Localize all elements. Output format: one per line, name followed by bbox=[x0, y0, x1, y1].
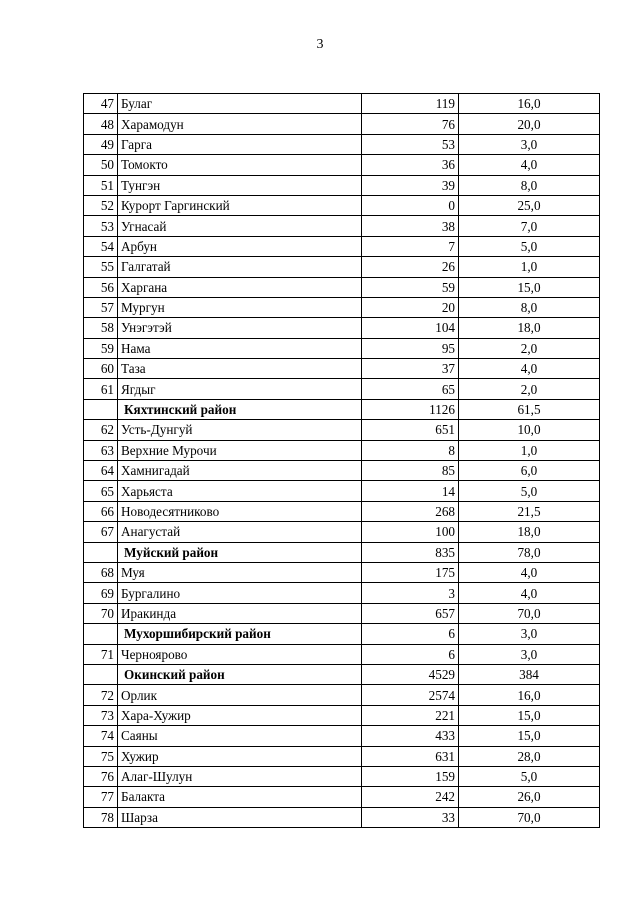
settlement-name-cell: Саяны bbox=[118, 726, 362, 746]
value-cell: 5,0 bbox=[459, 766, 600, 786]
table-row bbox=[84, 297, 600, 317]
population-cell: 100 bbox=[362, 522, 459, 542]
population-cell: 26 bbox=[362, 257, 459, 277]
value-cell: 70,0 bbox=[459, 603, 600, 623]
value-cell: 78,0 bbox=[459, 542, 600, 562]
value-cell: 8,0 bbox=[459, 297, 600, 317]
row-number-cell: 53 bbox=[84, 216, 118, 236]
value-cell: 70,0 bbox=[459, 807, 600, 827]
population-cell: 59 bbox=[362, 277, 459, 297]
row-number-cell: 61 bbox=[84, 379, 118, 399]
settlement-name-cell: Галгатай bbox=[118, 257, 362, 277]
row-number-cell: 63 bbox=[84, 440, 118, 460]
settlement-name-cell: Окинский район bbox=[118, 664, 362, 684]
value-cell: 18,0 bbox=[459, 318, 600, 338]
table-row bbox=[84, 318, 600, 338]
row-number-cell: 47 bbox=[84, 94, 118, 114]
value-cell: 15,0 bbox=[459, 726, 600, 746]
population-cell: 657 bbox=[362, 603, 459, 623]
population-cell: 7 bbox=[362, 236, 459, 256]
population-cell: 65 bbox=[362, 379, 459, 399]
row-number-cell: 74 bbox=[84, 726, 118, 746]
settlement-name-cell: Шарза bbox=[118, 807, 362, 827]
table-row bbox=[84, 522, 600, 542]
population-cell: 6 bbox=[362, 644, 459, 664]
population-cell: 85 bbox=[362, 461, 459, 481]
table-row bbox=[84, 603, 600, 623]
table-row bbox=[84, 440, 600, 460]
row-number-cell: 75 bbox=[84, 746, 118, 766]
table-row bbox=[84, 195, 600, 215]
population-cell: 76 bbox=[362, 114, 459, 134]
row-number-cell: 52 bbox=[84, 195, 118, 215]
value-cell: 7,0 bbox=[459, 216, 600, 236]
settlement-name-cell: Мургун bbox=[118, 297, 362, 317]
value-cell: 5,0 bbox=[459, 481, 600, 501]
table-row bbox=[84, 746, 600, 766]
value-cell: 4,0 bbox=[459, 359, 600, 379]
settlement-name-cell: Гарга bbox=[118, 134, 362, 154]
table-row bbox=[84, 807, 600, 827]
population-cell: 20 bbox=[362, 297, 459, 317]
table-row bbox=[84, 583, 600, 603]
settlement-name-cell: Унэгэтэй bbox=[118, 318, 362, 338]
value-cell: 4,0 bbox=[459, 562, 600, 582]
district-row bbox=[84, 624, 600, 644]
population-cell: 1126 bbox=[362, 399, 459, 419]
row-number-cell bbox=[84, 624, 118, 644]
row-number-cell: 49 bbox=[84, 134, 118, 154]
table-row bbox=[84, 726, 600, 746]
settlement-name-cell: Угнасай bbox=[118, 216, 362, 236]
table-row bbox=[84, 257, 600, 277]
settlement-name-cell: Черноярово bbox=[118, 644, 362, 664]
value-cell: 1,0 bbox=[459, 440, 600, 460]
population-cell: 104 bbox=[362, 318, 459, 338]
value-cell: 20,0 bbox=[459, 114, 600, 134]
row-number-cell: 69 bbox=[84, 583, 118, 603]
value-cell: 2,0 bbox=[459, 338, 600, 358]
settlement-name-cell: Муя bbox=[118, 562, 362, 582]
value-cell: 8,0 bbox=[459, 175, 600, 195]
district-row bbox=[84, 542, 600, 562]
population-cell: 433 bbox=[362, 726, 459, 746]
table-row bbox=[84, 379, 600, 399]
row-number-cell: 67 bbox=[84, 522, 118, 542]
settlements-table bbox=[83, 93, 600, 828]
value-cell: 16,0 bbox=[459, 94, 600, 114]
table-row bbox=[84, 705, 600, 725]
row-number-cell: 72 bbox=[84, 685, 118, 705]
row-number-cell: 51 bbox=[84, 175, 118, 195]
population-cell: 8 bbox=[362, 440, 459, 460]
population-cell: 242 bbox=[362, 787, 459, 807]
settlement-name-cell: Ягдыг bbox=[118, 379, 362, 399]
table-row bbox=[84, 644, 600, 664]
population-cell: 175 bbox=[362, 562, 459, 582]
row-number-cell: 62 bbox=[84, 420, 118, 440]
value-cell: 61,5 bbox=[459, 399, 600, 419]
settlement-name-cell: Хара-Хужир bbox=[118, 705, 362, 725]
table-row bbox=[84, 94, 600, 114]
settlement-name-cell: Балакта bbox=[118, 787, 362, 807]
population-cell: 33 bbox=[362, 807, 459, 827]
table-row bbox=[84, 216, 600, 236]
row-number-cell: 64 bbox=[84, 461, 118, 481]
table-row bbox=[84, 562, 600, 582]
value-cell: 4,0 bbox=[459, 155, 600, 175]
population-cell: 39 bbox=[362, 175, 459, 195]
settlement-name-cell: Харгана bbox=[118, 277, 362, 297]
population-cell: 0 bbox=[362, 195, 459, 215]
row-number-cell: 65 bbox=[84, 481, 118, 501]
table-row bbox=[84, 134, 600, 154]
row-number-cell: 70 bbox=[84, 603, 118, 623]
table-row bbox=[84, 155, 600, 175]
settlement-name-cell: Анагустай bbox=[118, 522, 362, 542]
population-cell: 36 bbox=[362, 155, 459, 175]
settlement-name-cell: Нама bbox=[118, 338, 362, 358]
settlement-name-cell: Таза bbox=[118, 359, 362, 379]
row-number-cell: 68 bbox=[84, 562, 118, 582]
settlement-name-cell: Кяхтинский район bbox=[118, 399, 362, 419]
population-cell: 37 bbox=[362, 359, 459, 379]
district-row bbox=[84, 664, 600, 684]
value-cell: 26,0 bbox=[459, 787, 600, 807]
value-cell: 1,0 bbox=[459, 257, 600, 277]
row-number-cell: 55 bbox=[84, 257, 118, 277]
table-row bbox=[84, 338, 600, 358]
value-cell: 16,0 bbox=[459, 685, 600, 705]
population-cell: 268 bbox=[362, 501, 459, 521]
table-row bbox=[84, 114, 600, 134]
settlement-name-cell: Томокто bbox=[118, 155, 362, 175]
row-number-cell bbox=[84, 664, 118, 684]
population-cell: 119 bbox=[362, 94, 459, 114]
population-cell: 159 bbox=[362, 766, 459, 786]
value-cell: 4,0 bbox=[459, 583, 600, 603]
value-cell: 384 bbox=[459, 664, 600, 684]
table-body bbox=[84, 94, 600, 828]
settlement-name-cell: Хужир bbox=[118, 746, 362, 766]
row-number-cell: 57 bbox=[84, 297, 118, 317]
row-number-cell: 58 bbox=[84, 318, 118, 338]
population-cell: 3 bbox=[362, 583, 459, 603]
value-cell: 6,0 bbox=[459, 461, 600, 481]
table-row bbox=[84, 766, 600, 786]
value-cell: 21,5 bbox=[459, 501, 600, 521]
district-row bbox=[84, 399, 600, 419]
population-cell: 631 bbox=[362, 746, 459, 766]
value-cell: 2,0 bbox=[459, 379, 600, 399]
row-number-cell: 54 bbox=[84, 236, 118, 256]
value-cell: 10,0 bbox=[459, 420, 600, 440]
settlement-name-cell: Усть-Дунгуй bbox=[118, 420, 362, 440]
value-cell: 28,0 bbox=[459, 746, 600, 766]
row-number-cell: 77 bbox=[84, 787, 118, 807]
settlement-name-cell: Бургалино bbox=[118, 583, 362, 603]
settlement-name-cell: Новодесятниково bbox=[118, 501, 362, 521]
table-row bbox=[84, 685, 600, 705]
row-number-cell bbox=[84, 399, 118, 419]
row-number-cell: 60 bbox=[84, 359, 118, 379]
row-number-cell: 73 bbox=[84, 705, 118, 725]
value-cell: 3,0 bbox=[459, 644, 600, 664]
table-row bbox=[84, 236, 600, 256]
value-cell: 3,0 bbox=[459, 134, 600, 154]
settlement-name-cell: Курорт Гаргинский bbox=[118, 195, 362, 215]
page-number: 3 bbox=[316, 37, 324, 52]
row-number-cell: 66 bbox=[84, 501, 118, 521]
row-number-cell: 76 bbox=[84, 766, 118, 786]
row-number-cell: 78 bbox=[84, 807, 118, 827]
value-cell: 3,0 bbox=[459, 624, 600, 644]
table-row bbox=[84, 501, 600, 521]
table-row bbox=[84, 461, 600, 481]
table-row bbox=[84, 420, 600, 440]
row-number-cell: 48 bbox=[84, 114, 118, 134]
settlement-name-cell: Хамнигадай bbox=[118, 461, 362, 481]
settlement-name-cell: Харамодун bbox=[118, 114, 362, 134]
population-cell: 651 bbox=[362, 420, 459, 440]
settlement-name-cell: Тунгэн bbox=[118, 175, 362, 195]
settlement-name-cell: Алаг-Шулун bbox=[118, 766, 362, 786]
population-cell: 95 bbox=[362, 338, 459, 358]
population-cell: 38 bbox=[362, 216, 459, 236]
population-cell: 2574 bbox=[362, 685, 459, 705]
settlement-name-cell: Мухоршибирский район bbox=[118, 624, 362, 644]
row-number-cell bbox=[84, 542, 118, 562]
table-row bbox=[84, 359, 600, 379]
value-cell: 15,0 bbox=[459, 705, 600, 725]
table-row bbox=[84, 481, 600, 501]
table-row bbox=[84, 175, 600, 195]
table-row bbox=[84, 787, 600, 807]
settlement-name-cell: Арбун bbox=[118, 236, 362, 256]
settlement-name-cell: Орлик bbox=[118, 685, 362, 705]
population-cell: 14 bbox=[362, 481, 459, 501]
population-cell: 221 bbox=[362, 705, 459, 725]
value-cell: 18,0 bbox=[459, 522, 600, 542]
settlement-name-cell: Муйский район bbox=[118, 542, 362, 562]
value-cell: 15,0 bbox=[459, 277, 600, 297]
row-number-cell: 50 bbox=[84, 155, 118, 175]
population-cell: 6 bbox=[362, 624, 459, 644]
value-cell: 25,0 bbox=[459, 195, 600, 215]
row-number-cell: 59 bbox=[84, 338, 118, 358]
row-number-cell: 71 bbox=[84, 644, 118, 664]
table-row bbox=[84, 277, 600, 297]
population-cell: 835 bbox=[362, 542, 459, 562]
settlement-name-cell: Булаг bbox=[118, 94, 362, 114]
settlement-name-cell: Верхние Мурочи bbox=[118, 440, 362, 460]
value-cell: 5,0 bbox=[459, 236, 600, 256]
settlement-name-cell: Иракинда bbox=[118, 603, 362, 623]
row-number-cell: 56 bbox=[84, 277, 118, 297]
population-cell: 53 bbox=[362, 134, 459, 154]
settlement-name-cell: Харьяста bbox=[118, 481, 362, 501]
population-cell: 4529 bbox=[362, 664, 459, 684]
